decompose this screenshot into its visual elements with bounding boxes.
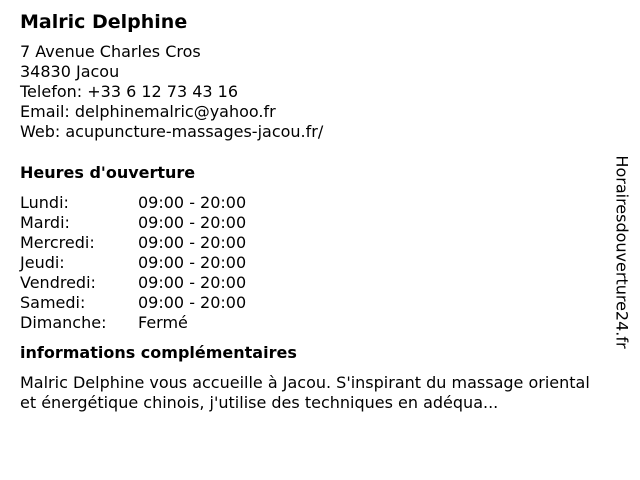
day-label: Mercredi: — [20, 233, 95, 252]
day-hours: Fermé — [138, 313, 188, 332]
hours-row-jeudi — [20, 253, 600, 273]
info-heading: informations complémentaires — [20, 343, 297, 362]
info-description: Malric Delphine vous accueille à Jacou. S'inspirant du massage oriental et énergétique chinois, j'utilise des techniques en adéqua... — [20, 373, 590, 412]
day-label: Mardi: — [20, 213, 70, 232]
day-label: Vendredi: — [20, 273, 96, 292]
day-label: Jeudi: — [20, 253, 65, 272]
hours-row-dimanche — [20, 313, 600, 333]
day-hours: 09:00 - 20:00 — [138, 273, 247, 292]
hours-row-mercredi — [20, 233, 600, 253]
day-hours: 09:00 - 20:00 — [138, 233, 247, 252]
day-label: Lundi: — [20, 193, 69, 212]
hours-row-vendredi — [20, 273, 600, 293]
phone-number: Telefon: +33 6 12 73 43 16 — [20, 82, 239, 101]
email-address: Email: delphinemalric@yahoo.fr — [20, 102, 276, 121]
day-hours: 09:00 - 20:00 — [138, 193, 247, 212]
day-hours: 09:00 - 20:00 — [138, 253, 247, 272]
address-line-2: 34830 Jacou — [20, 62, 120, 81]
hours-heading: Heures d'ouverture — [20, 163, 196, 182]
day-hours: 09:00 - 20:00 — [138, 213, 247, 232]
day-hours: 09:00 - 20:00 — [138, 293, 247, 312]
business-card — [20, 10, 600, 413]
website-url: Web: acupuncture-massages-jacou.fr/ — [20, 122, 324, 141]
hours-list — [20, 193, 600, 333]
day-label: Dimanche: — [20, 313, 107, 332]
hours-row-lundi — [20, 193, 600, 213]
day-label: Samedi: — [20, 293, 86, 312]
address-line-1: 7 Avenue Charles Cros — [20, 42, 201, 61]
business-name: Malric Delphine — [20, 11, 188, 33]
brand-vertical-text: Horairesdouverture24.fr — [612, 155, 632, 349]
hours-row-mardi — [20, 213, 600, 233]
hours-row-samedi — [20, 293, 600, 313]
